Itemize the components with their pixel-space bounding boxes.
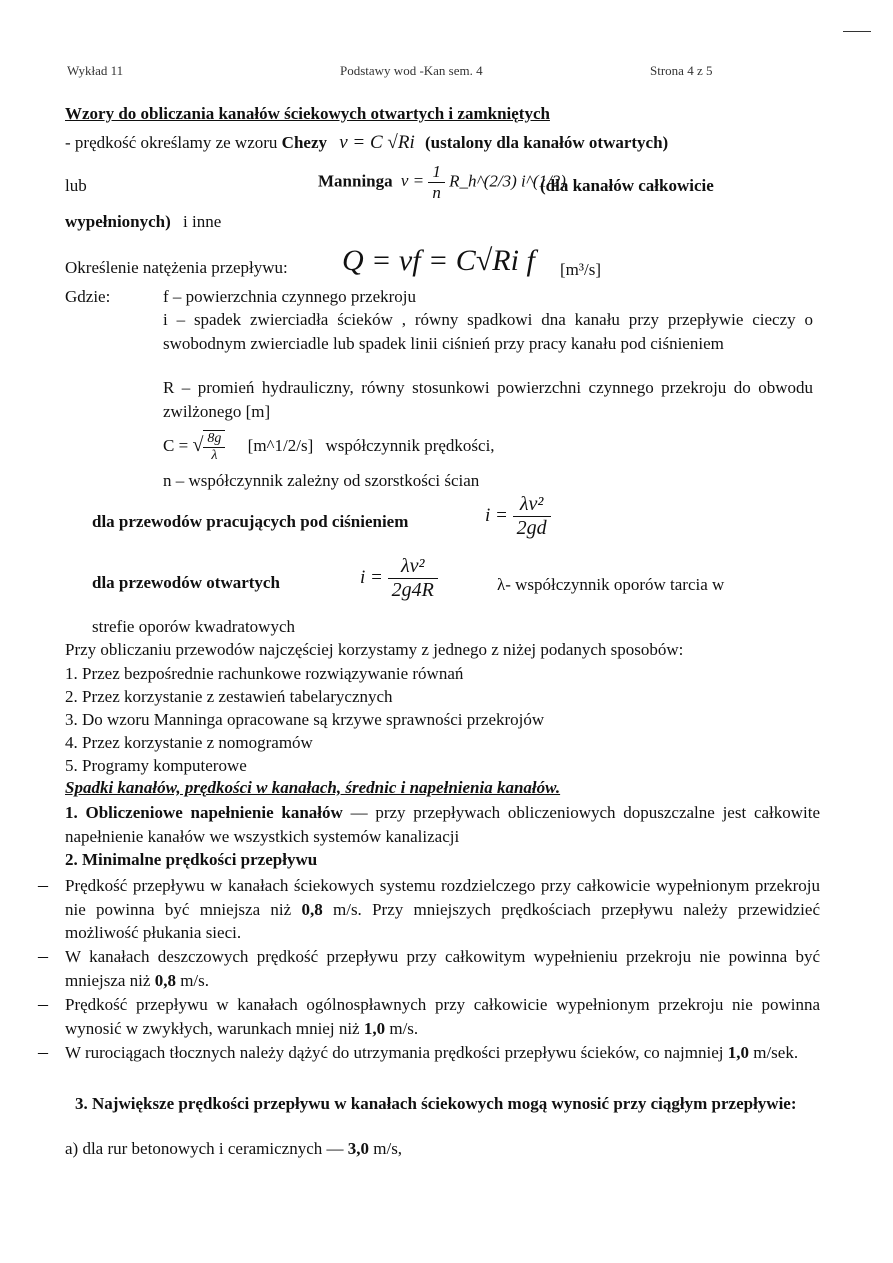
chezy-formula: v = C √Ri <box>339 132 415 153</box>
corner-mark <box>843 31 871 32</box>
flow-unit: [m³/s] <box>560 260 601 279</box>
dash-icon: – <box>38 993 48 1015</box>
manning-num: 1 <box>428 162 445 183</box>
bullet-4 <box>65 1041 820 1065</box>
dash-icon: – <box>38 1041 48 1063</box>
method-item: 2. Przez korzystanie z zestawień tabelarycznych <box>65 687 393 706</box>
lub-label: lub <box>65 176 87 195</box>
bullet-value: 0,8 <box>301 899 323 919</box>
bullet-text: m/s. <box>175 970 210 990</box>
manning-note-cont <box>65 212 221 232</box>
section-title: Wzory do obliczania kanałów ściekowych otwartych i zamkniętych <box>65 104 550 123</box>
bullet-text: m/s. Przy mniejszych prędkościach przepływu należy przewidzieć możliwość płukania sieci. <box>65 899 820 942</box>
lambda-note: λ- współczynnik oporów tarcia w <box>497 575 725 594</box>
open-den: 2g4R <box>391 579 434 601</box>
open-lhs: i = <box>360 566 383 588</box>
def-R: R – promień hydrauliczny, równy stosunkowi powierzchni czynnego przekroju do obwodu zwilżonego [m] <box>163 378 813 421</box>
method-item: 5. Programy komputerowe <box>65 756 247 775</box>
section2-title: Spadki kanałów, prędkości w kanałach, średnic i napełnienia kanałów. <box>65 778 561 797</box>
bullet-text: W kanałach deszczowych prędkość przepływu przy całkowitym wypełnieniu przekroju nie powinna być mniejsza niż <box>65 947 820 990</box>
bullet-text: Prędkość przepływu w kanałach ściekowych systemu rozdzielczego przy całkowicie wypełnionym przekroju nie powinna być mniejsza niż <box>65 876 820 919</box>
manning-lhs: v = <box>400 171 425 191</box>
def-c-den: λ <box>211 448 218 463</box>
bullet-3 <box>65 993 820 1040</box>
p3a-unit: m/s, <box>373 1139 403 1158</box>
p1-bold: 1. Obliczeniowe napełnienie kanałów <box>65 803 343 822</box>
bullet-value: 0,8 <box>154 970 176 990</box>
dash-icon: – <box>38 945 48 967</box>
flow-label: Określenie natężenia przepływu: <box>65 258 288 277</box>
bullet-text: m/s. <box>385 1018 419 1038</box>
pressure-lhs: i = <box>485 504 508 526</box>
gdzie-label: Gdzie: <box>65 287 111 306</box>
sqrt-icon: √ <box>192 433 204 456</box>
open-num: λv² <box>388 555 438 579</box>
max-speed-a <box>65 1139 402 1159</box>
pressure-num: λv² <box>513 493 551 517</box>
def-c-num: 8g <box>203 431 225 448</box>
p1-text: — przy przepływach obliczeniowych dopuszczalne jest całkowite napełnienie kanałów we wszystkich systemów kanalizacji <box>65 803 821 846</box>
flow-formula: Q = vf = C√Ri f <box>342 244 535 277</box>
chezy-line <box>65 132 668 154</box>
def-c-text: współczynnik prędkości, <box>325 435 495 455</box>
methods-intro: Przy obliczaniu przewodów najczęściej korzystamy z jednego z niżej podanych sposobów: <box>65 640 684 659</box>
header-page: Strona 4 z 5 <box>650 63 713 78</box>
method-item: 1. Przez bezpośrednie rachunkowe rozwiązywanie równań <box>65 664 464 683</box>
chezy-note: (ustalony dla kanałów otwartych) <box>425 133 669 152</box>
def-C <box>163 430 495 464</box>
bullet-value: 1,0 <box>363 1018 386 1038</box>
chezy-prefix: - prędkość określamy ze wzoru <box>65 133 278 152</box>
dash-icon: – <box>38 874 48 896</box>
manning-rhs: R_h^(2/3) i^(1/2) <box>449 171 566 191</box>
manning-line <box>318 162 566 203</box>
pressure-label: dla przewodów pracujących pod ciśnieniem <box>92 512 409 531</box>
method-item: 4. Przez korzystanie z nomogramów <box>65 733 313 752</box>
manning-note3: i inne <box>183 212 222 231</box>
manning-note2: wypełnionych) <box>65 212 171 231</box>
p3a-value: 3,0 <box>347 1139 369 1158</box>
para-napelnienie <box>65 801 820 848</box>
open-label: dla przewodów otwartych <box>92 573 280 592</box>
open-formula <box>360 555 438 602</box>
lambda-note-cont: strefie oporów kwadratowych <box>92 617 295 636</box>
min-speed-title: 2. Minimalne prędkości przepływu <box>65 850 318 869</box>
chezy-name: Chezy <box>281 133 327 152</box>
bullet-text: m/sek. <box>748 1043 799 1062</box>
bullet-value: 1,0 <box>727 1043 749 1062</box>
bullet-2 <box>65 945 820 992</box>
manning-name: Manninga <box>318 171 393 191</box>
bullet-text: W rurociągach tłocznych należy dążyć do utrzymania prędkości przepływu ścieków, co najmniej <box>65 1043 728 1062</box>
p3a-text: a) dla rur betonowych i ceramicznych — <box>65 1139 344 1158</box>
header-lecture: Wykład 11 <box>67 63 124 78</box>
header-course: Podstawy wod -Kan sem. 4 <box>340 63 483 78</box>
pressure-den: 2gd <box>516 517 547 539</box>
bullet-text: Prędkość przepływu w kanałach ogólnospławnych przy całkowicie wypełnionym przekroju nie powinna wynosić w zwykłych, warunkach mniej niż <box>65 995 820 1038</box>
pressure-formula <box>485 493 551 540</box>
manning-note: (dla kanałów całkowicie <box>540 176 714 195</box>
def-c-lhs: C = <box>163 435 189 455</box>
def-n: n – współczynnik zależny od szorstkości ścian <box>163 471 480 490</box>
def-c-unit: [m^1/2/s] <box>247 435 314 455</box>
def-i: i – spadek zwierciadła ścieków , równy spadkowi dna kanału przy przepływie cieczy o swobodnym zwierciadle lub spadek linii ciśnień przy pracy kanału pod ciśnieniem <box>163 310 813 353</box>
max-speed-title: 3. Największe prędkości przepływu w kanałach ściekowych mogą wynosić przy ciągłym przepływie: <box>75 1094 797 1113</box>
bullet-1 <box>65 874 820 945</box>
manning-den: n <box>432 183 441 202</box>
method-item: 3. Do wzoru Manninga opracowane są krzywe sprawności przekrojów <box>65 710 545 729</box>
def-f: f – powierzchnia czynnego przekroju <box>163 287 416 306</box>
